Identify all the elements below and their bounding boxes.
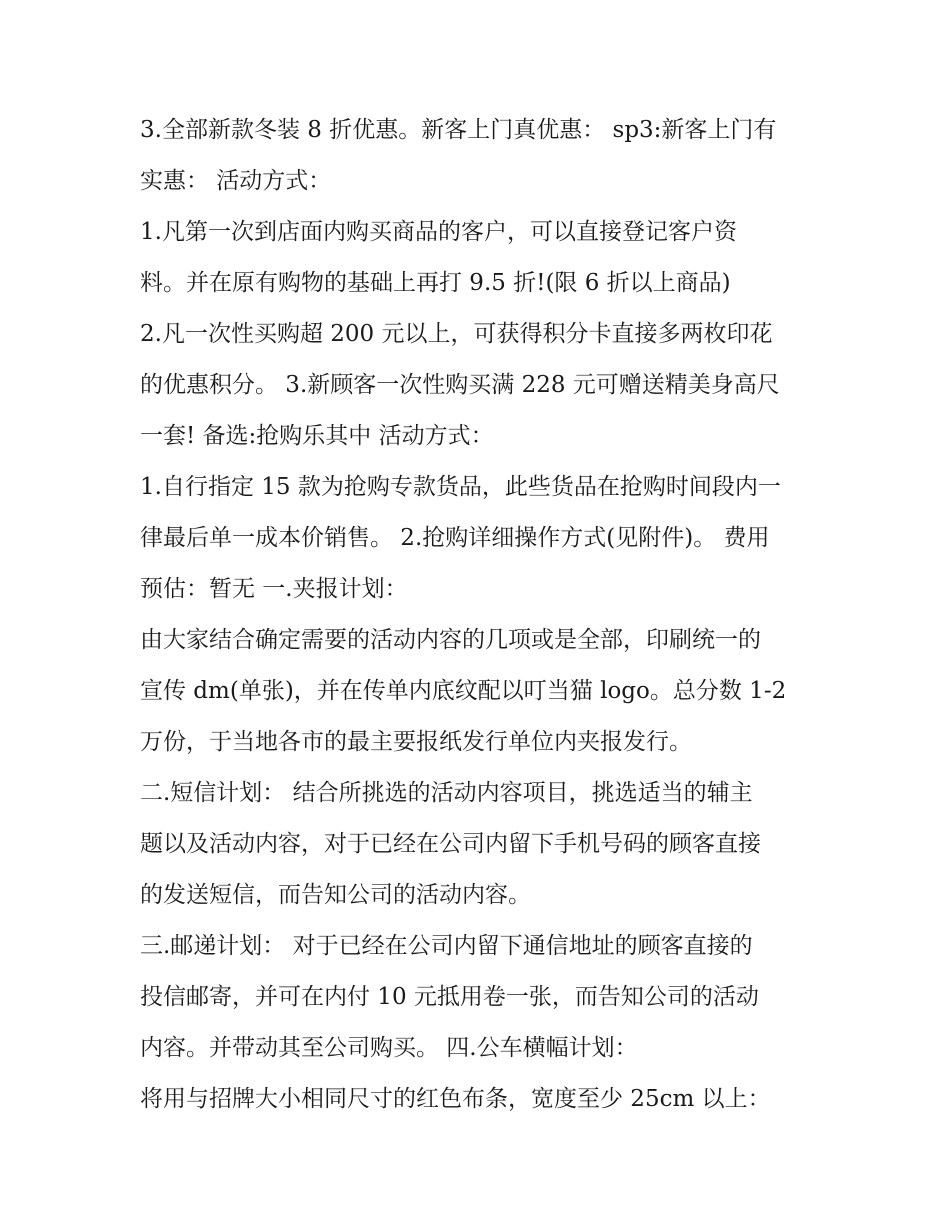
text-line-12: 宣传 dm(单张)，并在传单内底纹配以叮当猫 logo。总分数 1-2 <box>140 678 787 704</box>
text-line-18: 投信邮寄，并可在内付 10 元抵用卷一张，而告知公司的活动 <box>140 984 759 1010</box>
text-line-11: 由大家结合确定需要的活动内容的几项或是全部，印刷统一的 <box>140 627 761 653</box>
text-line-15: 题以及活动内容，对于已经在公司内留下手机号码的顾客直接 <box>140 831 761 857</box>
text-line-19: 内容。并带动其至公司购买。 四.公车横幅计划： <box>140 1035 638 1061</box>
text-line-14: 二.短信计划： 结合所挑选的活动内容项目，挑选适当的辅主 <box>140 780 753 806</box>
text-line-17: 三.邮递计划： 对于已经在公司内留下通信地址的顾客直接的 <box>140 933 753 959</box>
text-line-4: 料。并在原有购物的基础上再打 9.5 折!(限 6 折以上商品) <box>140 270 731 296</box>
text-line-9: 律最后单一成本价销售。 2.抢购详细操作方式(见附件)。 费用 <box>140 525 770 551</box>
document-body <box>140 105 820 1125</box>
text-line-8: 1.自行指定 15 款为抢购专款货品，此些货品在抢购时间段内一 <box>140 474 781 500</box>
text-line-7: 一套! 备选:抢购乐其中 活动方式： <box>140 423 494 449</box>
text-line-20: 将用与招牌大小相同尺寸的红色布条，宽度至少 25cm 以上： <box>140 1086 771 1112</box>
text-line-2: 实惠： 活动方式： <box>140 168 332 194</box>
text-line-5: 2.凡一次性买购超 200 元以上，可获得积分卡直接多两枚印花 <box>140 321 773 347</box>
text-line-10: 预估：暂无 一.夹报计划： <box>140 576 408 602</box>
text-line-16: 的发送短信，而告知公司的活动内容。 <box>140 882 531 908</box>
text-line-1: 3.全部新款冬装 8 折优惠。新客上门真优惠： sp3:新客上门有 <box>140 117 777 143</box>
text-line-3: 1.凡第一次到店面内购买商品的客户，可以直接登记客户资 <box>140 219 737 245</box>
text-line-6: 的优惠积分。 3.新顾客一次性购买满 228 元可赠送精美身高尺 <box>140 372 780 398</box>
text-line-13: 万份，于当地各市的最主要报纸发行单位内夹报发行。 <box>140 729 692 755</box>
